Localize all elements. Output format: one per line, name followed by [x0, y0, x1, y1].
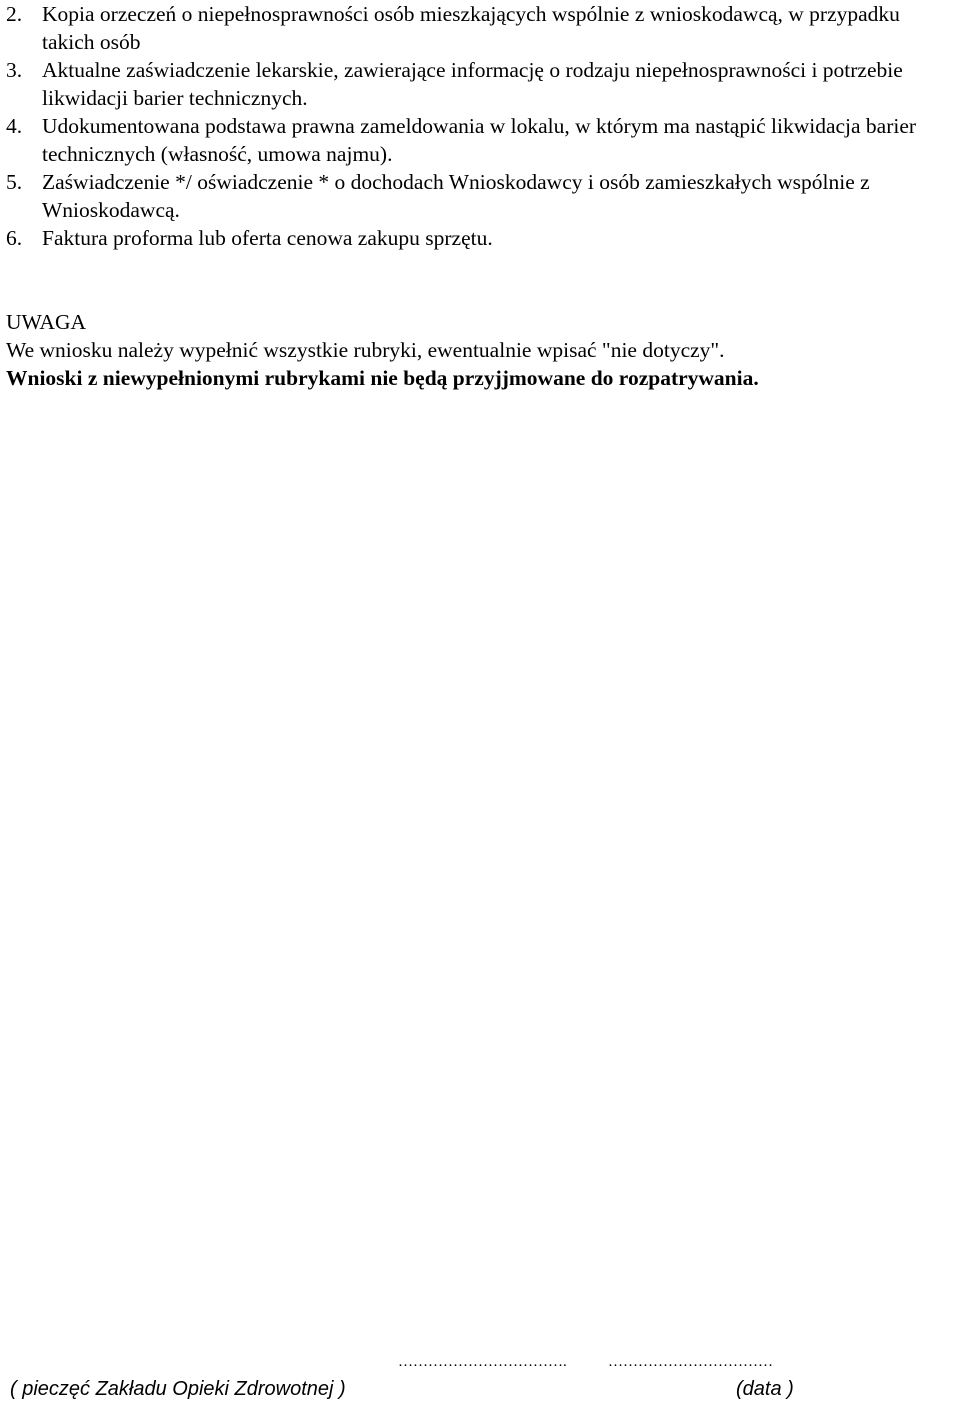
list-item-number: 3. — [6, 58, 23, 82]
list-item-text: Zaświadczenie */ oświadczenie * o dochodach Wnioskodawcy i osób zamieszkałych wspólnie z Wnioskodawcą. — [42, 170, 870, 222]
list-item-text: Kopia orzeczeń o niepełnosprawności osób mieszkających wspólnie z wnioskodawcą, w przypadku takich osób — [42, 2, 900, 54]
list-item-text: Aktualne zaświadczenie lekarskie, zawierające informację o rodzaju niepełnosprawności i potrzebie likwidacji barier technicznych. — [42, 58, 903, 110]
list-item — [6, 112, 956, 168]
list-item-text: Faktura proforma lub oferta cenowa zakupu sprzętu. — [42, 226, 493, 250]
list-item — [6, 0, 956, 56]
list-item — [6, 168, 956, 224]
stamp-label: ( pieczęć Zakładu Opieki Zdrowotnej ) — [10, 1378, 346, 1400]
date-label: (data ) — [736, 1378, 794, 1400]
list-item-number: 5. — [6, 170, 23, 194]
list-item-text: Udokumentowana podstawa prawna zameldowania w lokalu, w którym ma nastąpić likwidacja barier technicznych (własność, umowa najmu). — [42, 114, 917, 166]
notice-bold-line: Wnioski z niewypełnionymi rubrykami nie będą przyjjmowane do rozpatrywania. — [6, 366, 759, 390]
list-item-number: 4. — [6, 114, 23, 138]
notice-line: We wniosku należy wypełnić wszystkie rubryki, ewentualnie wpisać "nie dotyczy". — [6, 338, 725, 362]
list-item — [6, 224, 956, 252]
stamp-signature-line: ……………………………. — [398, 1354, 567, 1370]
list-item — [6, 56, 956, 112]
notice-heading: UWAGA — [6, 310, 87, 334]
list-item-number: 2. — [6, 2, 23, 26]
list-item-number: 6. — [6, 226, 23, 250]
date-signature-line: …………………………… — [608, 1354, 773, 1370]
